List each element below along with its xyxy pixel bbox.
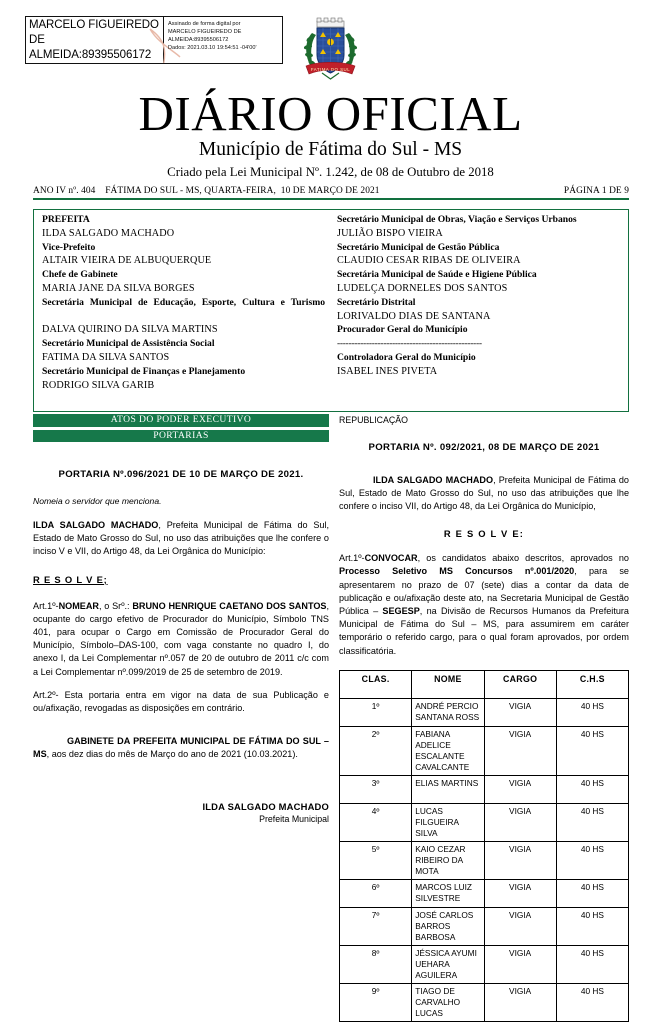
cell-chs: 40 HS xyxy=(556,726,628,775)
table-header-clas: CLAS. xyxy=(340,670,412,698)
cell-clas: 5º xyxy=(340,841,412,879)
cell-clas: 3º xyxy=(340,775,412,803)
official-role: Controladora Geral do Município xyxy=(337,351,476,363)
table-row xyxy=(340,775,629,803)
portaria-096-art1 xyxy=(33,600,329,679)
signature-detail-line-4: Dados: 2021.03.10 19:54:51 -04'00' xyxy=(168,45,257,52)
official-name: ISABEL INES PIVETA xyxy=(337,365,438,377)
cell-nome: ANDRÉ PERCIO SANTANA ROSS xyxy=(412,698,484,726)
official-role: Secretário Municipal de Obras, Viação e Serviços Urbanos xyxy=(337,214,577,225)
signature-subject-line-3: ALMEIDA:89395506172 xyxy=(29,49,152,62)
portaria-096-resolve: R E S O L V E; xyxy=(33,573,108,585)
official-role: Secretária Municipal de Saúde e Higiene Pública xyxy=(337,269,537,281)
signature-subject-line-1: MARCELO FIGUEIREDO xyxy=(29,19,159,31)
signature-detail-line-3: ALMEIDA:89395506172 xyxy=(168,37,229,44)
convocados-table xyxy=(339,670,629,1022)
page-title: DIÁRIO OFICIAL xyxy=(138,86,523,141)
masthead-subtitle: Município de Fátima do Sul - MS xyxy=(198,139,463,160)
official-role: PREFEITA xyxy=(42,214,90,225)
portaria-096-title: PORTARIA Nº.096/2021 DE 10 DE MARÇO DE 2021. xyxy=(58,469,304,480)
art1-092-text: , na Divisão de Recursos Humanos da Prefeitura Municipal de Fátima do Sul – MS, para assumirem em caráter temporário o referido cargo, para o qual foram aprovados, por ordem classificatória. xyxy=(339,605,629,656)
portaria-092-preamble xyxy=(339,474,629,514)
digital-signature-stamp xyxy=(25,16,283,64)
signature-details xyxy=(164,17,282,63)
art1-092-prefix: Art.1º- xyxy=(339,553,365,564)
art1-verb: NOMEAR xyxy=(58,600,99,611)
officials-left-column xyxy=(34,213,331,411)
cell-chs: 40 HS xyxy=(556,775,628,803)
preamble-text: , Prefeita Municipal de Fátima do Sul, Estado de Mato Grosso do Sul, no uso das atribuições que lhe confere o inciso V e VII, do Artigo 48, da Lei Orgânica do Município: xyxy=(33,520,329,557)
table-header-nome: NOME xyxy=(412,670,484,698)
table-header-row xyxy=(340,670,629,698)
cell-clas: 6º xyxy=(340,879,412,907)
table-header-cargo: CARGO xyxy=(484,670,556,698)
art1-092-mid2: , para se apresentarem no prazo de 07 (sete) dias a contar da data de publicação e ou/afixação deste ato, na Secretaria Municipal de Gestão Pública – xyxy=(339,566,629,616)
cell-cargo: VIGIA xyxy=(484,907,556,945)
cell-cargo: VIGIA xyxy=(484,726,556,775)
cell-nome: TIAGO DE CARVALHO LUCAS xyxy=(412,983,484,1021)
signature-detail-line-1: Assinado de forma digital por xyxy=(168,21,241,27)
official-role: Secretário Municipal de Gestão Pública xyxy=(337,241,500,253)
edition-info-bar xyxy=(33,186,629,200)
art1-prefix: Art.1º- xyxy=(33,600,59,611)
official-name: ILDA SALGADO MACHADO xyxy=(42,227,175,239)
portaria-092-title: PORTARIA Nº. 092/2021, 08 DE MARÇO DE 2021 xyxy=(368,441,600,453)
table-row xyxy=(340,841,629,879)
portaria-092-art1 xyxy=(339,552,629,658)
page-indicator: PÁGINA 1 DE 9 xyxy=(563,186,629,196)
table-header-chs: C.H.S xyxy=(556,670,628,698)
section-banner-atos: ATOS DO PODER EXECUTIVO xyxy=(33,414,329,427)
table-row xyxy=(340,945,629,983)
masthead xyxy=(0,88,661,181)
signature-subject xyxy=(26,17,163,63)
art1-092-processo: Processo Seletivo MS Concursos nº.001/2020 xyxy=(339,566,575,577)
cell-clas: 2º xyxy=(340,726,412,775)
table-row xyxy=(340,803,629,841)
svg-text:FATIMA DO SUL: FATIMA DO SUL xyxy=(310,67,351,72)
art1-person-name: BRUNO HENRIQUE CAETANO DOS SANTOS xyxy=(132,600,327,611)
art1-text: , ocupante do cargo efetivo de Procurador do Município, Símbolo TNS 401, para ocupar o Cargo em Comissão de Procurador Geral do Município, Símbolo–DAS-100, com vaga constante no quadro I, do anexo I, da Lei Complementar nº.057 de 20 de outubro de 2011 c/c com a Lei Complementar nº.099/2019 de 25 de setembro de 2019. xyxy=(33,600,330,677)
cell-nome: JOSÉ CARLOS BARROS BARBOSA xyxy=(412,907,484,945)
right-content-column xyxy=(339,414,629,1022)
portaria-092-resolve: R E S O L V E: xyxy=(443,528,525,540)
officials-divider: -------------------------------------------------- xyxy=(337,338,482,350)
official-name: LORIVALDO DIAS DE SANTANA xyxy=(337,310,491,322)
cell-cargo: VIGIA xyxy=(484,775,556,803)
portaria-096-gabinete xyxy=(33,735,329,761)
art1-mid: , o Srº.: xyxy=(98,600,133,611)
official-role: Vice-Prefeito xyxy=(42,241,96,253)
portaria-096-signer-role: Prefeita Municipal xyxy=(259,813,329,824)
table-row xyxy=(340,726,629,775)
official-name: LUDELÇA DORNELES DOS SANTOS xyxy=(337,282,508,294)
cell-cargo: VIGIA xyxy=(484,945,556,983)
cell-clas: 8º xyxy=(340,945,412,983)
official-name: MARIA JANE DA SILVA BORGES xyxy=(42,282,195,294)
official-role: Chefe de Gabinete xyxy=(42,269,118,281)
official-name: CLAUDIO CESAR RIBAS DE OLIVEIRA xyxy=(337,255,521,267)
coat-of-arms-emblem xyxy=(302,17,359,87)
portaria-096-art2: Art.2º- Esta portaria entra em vigor na data de sua Publicação e ou/afixação, revogadas as disposições em contrário. xyxy=(33,689,329,714)
official-role: Secretária Municipal de Educação, Esporte, Cultura e Turismo xyxy=(42,296,325,308)
cell-clas: 4º xyxy=(340,803,412,841)
official-name: RODRIGO SILVA GARIB xyxy=(42,379,155,391)
cell-clas: 9º xyxy=(340,983,412,1021)
section-banner-portarias: PORTARIAS xyxy=(33,430,329,443)
officials-box xyxy=(33,209,629,412)
officials-right-column xyxy=(331,213,628,411)
portaria-096-signer-name: ILDA SALGADO MACHADO xyxy=(202,800,329,812)
cell-clas: 1º xyxy=(340,698,412,726)
official-name: JULIÃO BISPO VIEIRA xyxy=(337,227,443,239)
table-row xyxy=(340,983,629,1021)
cell-nome: ELIAS MARTINS xyxy=(412,775,484,803)
cell-nome: JÉSSICA AYUMI UEHARA AGUILERA xyxy=(412,945,484,983)
official-name: FATIMA DA SILVA SANTOS xyxy=(42,351,170,363)
cell-cargo: VIGIA xyxy=(484,841,556,879)
cell-chs: 40 HS xyxy=(556,698,628,726)
cell-cargo: VIGIA xyxy=(484,803,556,841)
signature-detail-line-2: MARCELO FIGUEIREDO DE xyxy=(168,29,242,36)
official-name: ALTAIR VIEIRA DE ALBUQUERQUE xyxy=(42,255,212,267)
cell-chs: 40 HS xyxy=(556,983,628,1021)
gabinete-bold: GABINETE DA PREFEITA MUNICIPAL DE FÁTIMA DO SUL – MS xyxy=(33,736,329,760)
left-content-column xyxy=(33,414,329,825)
official-role: Procurador Geral do Município xyxy=(337,324,468,336)
table-row xyxy=(340,879,629,907)
edition-info-left: ANO IV nº. 404 FÁTIMA DO SUL - MS, QUARTA-FEIRA, 10 DE MARÇO DE 2021 xyxy=(33,186,380,196)
cell-chs: 40 HS xyxy=(556,879,628,907)
masthead-law-line: Criado pela Lei Municipal Nº. 1.242, de 08 de Outubro de 2018 xyxy=(167,165,494,179)
official-role: Secretário Municipal de Finanças e Planejamento xyxy=(42,365,246,377)
cell-nome: KAIO CEZAR RIBEIRO DA MOTA xyxy=(412,841,484,879)
cell-chs: 40 HS xyxy=(556,907,628,945)
cell-chs: 40 HS xyxy=(556,945,628,983)
official-name: DALVA QUIRINO DA SILVA MARTINS xyxy=(42,324,218,336)
signature-subject-line-2: DE xyxy=(29,34,45,47)
gabinete-rest: , aos dez dias do mês de Março do ano de 2021 (10.03.2021). xyxy=(46,749,298,760)
cell-nome: LUCAS FILGUEIRA SILVA xyxy=(412,803,484,841)
cell-cargo: VIGIA xyxy=(484,698,556,726)
cell-nome: FABIANA ADELICE ESCALANTE CAVALCANTE xyxy=(412,726,484,775)
cell-chs: 40 HS xyxy=(556,841,628,879)
preamble-mayor-name: ILDA SALGADO MACHADO xyxy=(33,520,159,530)
preamble-092-text: , Prefeita Municipal de Fátima do Sul, Estado de Mato Grosso do Sul, no uso das atribuições que lhe confere o inciso VII, do Artigo 48, da Lei Orgânica do Município, xyxy=(339,474,629,511)
cell-clas: 7º xyxy=(340,907,412,945)
official-role: Secretário Municipal de Assistência Social xyxy=(42,338,215,350)
art1-092-verb: CONVOCAR xyxy=(364,553,418,564)
republicacao-label: REPUBLICAÇÃO xyxy=(339,415,408,425)
table-row xyxy=(340,907,629,945)
preamble-092-mayor-name: ILDA SALGADO MACHADO xyxy=(373,474,494,485)
art1-092-mid: , os candidatos abaixo descritos, aprovados no xyxy=(417,553,629,564)
cell-cargo: VIGIA xyxy=(484,879,556,907)
portaria-096-ementa: Nomeia o servidor que menciona. xyxy=(33,496,162,506)
cell-cargo: VIGIA xyxy=(484,983,556,1021)
cell-chs: 40 HS xyxy=(556,803,628,841)
portaria-096-preamble xyxy=(33,519,329,559)
cell-nome: MARCOS LUIZ SILVESTRE xyxy=(412,879,484,907)
art1-092-segesp: SEGESP xyxy=(382,605,420,616)
official-role: Secretário Distrital xyxy=(337,296,416,308)
table-row xyxy=(340,698,629,726)
